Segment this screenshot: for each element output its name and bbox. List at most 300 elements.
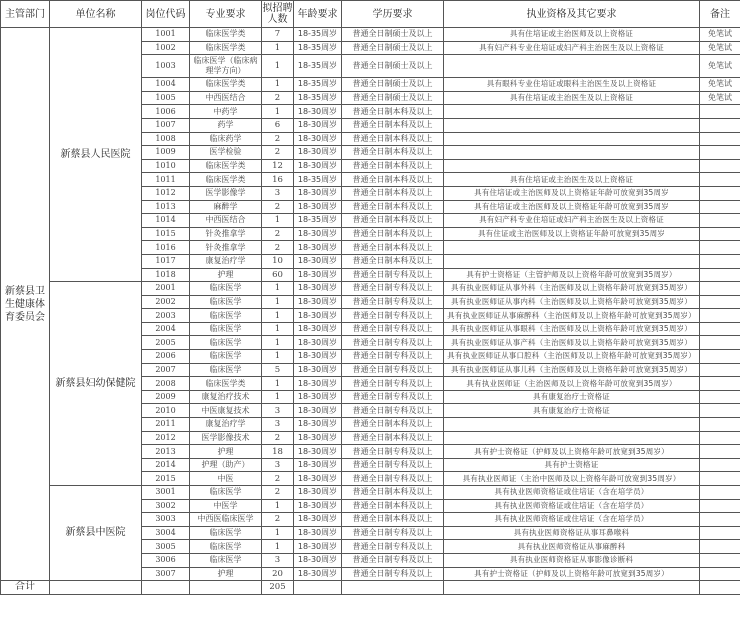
position-code: 2005 (142, 336, 190, 350)
hire-count: 3 (262, 458, 294, 472)
note-cell (700, 118, 740, 132)
position-code: 1018 (142, 268, 190, 282)
major-requirement: 临床医学 (190, 295, 262, 309)
hire-count: 5 (262, 363, 294, 377)
hire-count: 2 (262, 472, 294, 486)
age-requirement: 18-30周岁 (294, 445, 342, 459)
education-requirement: 普通全日制本科及以上 (342, 132, 444, 146)
header-count: 拟招聘人数 (262, 1, 294, 28)
position-code: 1007 (142, 118, 190, 132)
education-requirement: 普通全日制本科及以上 (342, 214, 444, 228)
position-code: 1001 (142, 28, 190, 42)
hire-count: 1 (262, 377, 294, 391)
note-cell (700, 146, 740, 160)
major-requirement: 临床医学（临床病理学方向） (190, 55, 262, 78)
age-requirement: 18-30周岁 (294, 227, 342, 241)
header-department: 主管部门 (1, 1, 50, 28)
qualification-requirement: 具有执业医师证从事内科（主治医师及以上资格年龄可放宽到35周岁） (444, 295, 700, 309)
position-code: 2015 (142, 472, 190, 486)
table-body (1, 28, 740, 595)
education-requirement: 普通全日制专科及以上 (342, 322, 444, 336)
note-cell (700, 132, 740, 146)
major-requirement: 临床药学 (190, 132, 262, 146)
qualification-requirement: 具有执业医师资格证或住培证（含在培学员） (444, 499, 700, 513)
education-requirement: 普通全日制本科及以上 (342, 241, 444, 255)
education-requirement: 普通全日制本科及以上 (342, 254, 444, 268)
table-row (1, 486, 740, 500)
position-code: 1009 (142, 146, 190, 160)
education-requirement: 普通全日制专科及以上 (342, 526, 444, 540)
major-requirement: 临床医学 (190, 526, 262, 540)
qualification-requirement: 具有执业医师资格证或住培证（含在培学员） (444, 486, 700, 500)
major-requirement: 针灸推拿学 (190, 227, 262, 241)
major-requirement: 中医学 (190, 499, 262, 513)
major-requirement: 中西医结合 (190, 91, 262, 105)
header-requirements: 执业资格及其它要求 (444, 1, 700, 28)
age-requirement: 18-30周岁 (294, 513, 342, 527)
qualification-requirement: 具有执业医师证从事麻醉科（主治医师及以上资格年龄可放宽到35周岁） (444, 309, 700, 323)
note-cell (700, 254, 740, 268)
hire-count: 1 (262, 540, 294, 554)
major-requirement: 临床医学 (190, 282, 262, 296)
qualification-requirement: 具有执业医师证（主治中医师及以上资格年龄可放宽到35周岁） (444, 472, 700, 486)
qualification-requirement (444, 254, 700, 268)
major-requirement: 康复治疗学 (190, 418, 262, 432)
header-unit: 单位名称 (50, 1, 142, 28)
hire-count: 1 (262, 499, 294, 513)
qualification-requirement: 具有执业医师资格证从事耳鼻喉科 (444, 526, 700, 540)
unit-name-cell: 新蔡县人民医院 (50, 28, 142, 282)
age-requirement: 18-35周岁 (294, 28, 342, 42)
header-education: 学历要求 (342, 1, 444, 28)
major-requirement: 药学 (190, 118, 262, 132)
qualification-requirement: 具有执业医师证从事儿科（主治医师及以上资格年龄可放宽到35周岁） (444, 363, 700, 377)
total-label: 合计 (1, 581, 50, 595)
position-code: 3004 (142, 526, 190, 540)
position-code: 2004 (142, 322, 190, 336)
hire-count: 1 (262, 214, 294, 228)
note-cell (700, 363, 740, 377)
education-requirement: 普通全日制本科及以上 (342, 200, 444, 214)
hire-count: 1 (262, 41, 294, 55)
education-requirement: 普通全日制专科及以上 (342, 336, 444, 350)
qualification-requirement: 具有执业医师证从事产科（主治医师及以上资格年龄可放宽到35周岁） (444, 336, 700, 350)
major-requirement: 中药学 (190, 105, 262, 119)
education-requirement: 普通全日制本科及以上 (342, 227, 444, 241)
age-requirement: 18-30周岁 (294, 486, 342, 500)
major-requirement: 临床医学类 (190, 78, 262, 92)
note-cell (700, 186, 740, 200)
education-requirement: 普通全日制专科及以上 (342, 472, 444, 486)
major-requirement: 临床医学 (190, 309, 262, 323)
position-code: 1017 (142, 254, 190, 268)
header-code: 岗位代码 (142, 1, 190, 28)
qualification-requirement: 具有护士资格证（护师及以上资格年龄可放宽到35周岁） (444, 445, 700, 459)
table-row (1, 282, 740, 296)
hire-count: 2 (262, 241, 294, 255)
note-cell (700, 390, 740, 404)
age-requirement: 18-30周岁 (294, 390, 342, 404)
position-code: 2007 (142, 363, 190, 377)
education-requirement: 普通全日制专科及以上 (342, 268, 444, 282)
major-requirement: 临床医学 (190, 336, 262, 350)
position-code: 3002 (142, 499, 190, 513)
note-cell (700, 445, 740, 459)
age-requirement: 18-30周岁 (294, 295, 342, 309)
hire-count: 18 (262, 445, 294, 459)
age-requirement: 18-30周岁 (294, 553, 342, 567)
qualification-requirement: 具有执业医师资格证或住培证（含在培学员） (444, 513, 700, 527)
age-requirement: 18-30周岁 (294, 118, 342, 132)
position-code: 1005 (142, 91, 190, 105)
position-code: 2003 (142, 309, 190, 323)
total-row (1, 581, 740, 595)
hire-count: 3 (262, 553, 294, 567)
education-requirement: 普通全日制专科及以上 (342, 350, 444, 364)
major-requirement: 针灸推拿学 (190, 241, 262, 255)
hire-count: 3 (262, 418, 294, 432)
position-code: 3005 (142, 540, 190, 554)
note-cell (700, 309, 740, 323)
note-cell (700, 105, 740, 119)
position-code: 2002 (142, 295, 190, 309)
age-requirement: 18-30周岁 (294, 567, 342, 581)
position-code: 1004 (142, 78, 190, 92)
education-requirement: 普通全日制本科及以上 (342, 499, 444, 513)
major-requirement: 医学影像技术 (190, 431, 262, 445)
major-requirement: 麻醉学 (190, 200, 262, 214)
age-requirement: 18-30周岁 (294, 363, 342, 377)
unit-name-cell: 新蔡县中医院 (50, 486, 142, 581)
major-requirement: 康复治疗技术 (190, 390, 262, 404)
position-code: 2013 (142, 445, 190, 459)
education-requirement: 普通全日制专科及以上 (342, 540, 444, 554)
qualification-requirement (444, 105, 700, 119)
note-cell (700, 418, 740, 432)
hire-count: 10 (262, 254, 294, 268)
qualification-requirement: 具有康复治疗士资格证 (444, 404, 700, 418)
empty-cell (50, 581, 142, 595)
major-requirement: 临床医学 (190, 322, 262, 336)
age-requirement: 18-30周岁 (294, 146, 342, 160)
note-cell (700, 553, 740, 567)
qualification-requirement (444, 55, 700, 78)
header-row (1, 1, 740, 28)
major-requirement: 临床医学类 (190, 173, 262, 187)
header-major: 专业要求 (190, 1, 262, 28)
age-requirement: 18-35周岁 (294, 214, 342, 228)
qualification-requirement: 具有眼科专业住培证或眼科主治医生及以上资格证 (444, 78, 700, 92)
hire-count: 1 (262, 336, 294, 350)
qualification-requirement: 具有住培证或主治医师及以上资格证年龄可放宽到35周岁 (444, 186, 700, 200)
age-requirement: 18-30周岁 (294, 458, 342, 472)
major-requirement: 中西医临床医学 (190, 513, 262, 527)
age-requirement: 18-30周岁 (294, 159, 342, 173)
note-cell: 免笔试 (700, 91, 740, 105)
position-code: 2012 (142, 431, 190, 445)
major-requirement: 临床医学 (190, 553, 262, 567)
empty-cell (294, 581, 342, 595)
education-requirement: 普通全日制本科及以上 (342, 418, 444, 432)
major-requirement: 临床医学 (190, 350, 262, 364)
major-requirement: 护理 (190, 445, 262, 459)
education-requirement: 普通全日制专科及以上 (342, 295, 444, 309)
major-requirement: 康复治疗学 (190, 254, 262, 268)
hire-count: 1 (262, 322, 294, 336)
position-code: 1008 (142, 132, 190, 146)
note-cell (700, 513, 740, 527)
qualification-requirement: 具有住培证或主治医生及以上资格证 (444, 91, 700, 105)
hire-count: 1 (262, 282, 294, 296)
position-code: 1002 (142, 41, 190, 55)
hire-count: 2 (262, 513, 294, 527)
age-requirement: 18-30周岁 (294, 186, 342, 200)
education-requirement: 普通全日制硕士及以上 (342, 91, 444, 105)
qualification-requirement: 具有执业医师证从事眼科（主治医师及以上资格年龄可放宽到35周岁） (444, 322, 700, 336)
hire-count: 2 (262, 431, 294, 445)
age-requirement: 18-35周岁 (294, 55, 342, 78)
position-code: 1010 (142, 159, 190, 173)
qualification-requirement: 具有执业医师证从事外科（主治医师及以上资格年龄可放宽到35周岁） (444, 282, 700, 296)
education-requirement: 普通全日制专科及以上 (342, 404, 444, 418)
education-requirement: 普通全日制本科及以上 (342, 186, 444, 200)
qualification-requirement: 具有执业医师资格证从事麻醉科 (444, 540, 700, 554)
position-code: 1006 (142, 105, 190, 119)
age-requirement: 18-30周岁 (294, 309, 342, 323)
note-cell (700, 350, 740, 364)
age-requirement: 18-35周岁 (294, 173, 342, 187)
position-code: 2001 (142, 282, 190, 296)
hire-count: 1 (262, 526, 294, 540)
hire-count: 12 (262, 159, 294, 173)
note-cell (700, 295, 740, 309)
education-requirement: 普通全日制本科及以上 (342, 105, 444, 119)
education-requirement: 普通全日制本科及以上 (342, 431, 444, 445)
note-cell: 免笔试 (700, 41, 740, 55)
education-requirement: 普通全日制专科及以上 (342, 458, 444, 472)
education-requirement: 普通全日制专科及以上 (342, 445, 444, 459)
major-requirement: 临床医学 (190, 540, 262, 554)
hire-count: 1 (262, 78, 294, 92)
hire-count: 3 (262, 186, 294, 200)
hire-count: 3 (262, 404, 294, 418)
qualification-requirement: 具有康复治疗士资格证 (444, 390, 700, 404)
age-requirement: 18-30周岁 (294, 322, 342, 336)
empty-cell (190, 581, 262, 595)
major-requirement: 临床医学 (190, 363, 262, 377)
qualification-requirement (444, 431, 700, 445)
major-requirement: 中西医结合 (190, 214, 262, 228)
age-requirement: 18-30周岁 (294, 499, 342, 513)
note-cell (700, 282, 740, 296)
age-requirement: 18-30周岁 (294, 377, 342, 391)
education-requirement: 普通全日制本科及以上 (342, 146, 444, 160)
note-cell (700, 567, 740, 581)
hire-count: 1 (262, 309, 294, 323)
hire-count: 2 (262, 200, 294, 214)
position-code: 1014 (142, 214, 190, 228)
age-requirement: 18-35周岁 (294, 91, 342, 105)
empty-cell (342, 581, 444, 595)
hire-count: 2 (262, 146, 294, 160)
position-code: 3007 (142, 567, 190, 581)
education-requirement: 普通全日制硕士及以上 (342, 41, 444, 55)
education-requirement: 普通全日制本科及以上 (342, 486, 444, 500)
major-requirement: 临床医学类 (190, 159, 262, 173)
position-code: 2006 (142, 350, 190, 364)
qualification-requirement: 具有妇产科专业住培证或妇产科主治医生及以上资格证 (444, 214, 700, 228)
note-cell: 免笔试 (700, 28, 740, 42)
note-cell (700, 200, 740, 214)
note-cell (700, 336, 740, 350)
department-cell: 新蔡县卫生健康体育委员会 (1, 28, 50, 581)
age-requirement: 18-30周岁 (294, 241, 342, 255)
position-code: 1016 (142, 241, 190, 255)
hire-count: 1 (262, 55, 294, 78)
age-requirement: 18-35周岁 (294, 41, 342, 55)
education-requirement: 普通全日制硕士及以上 (342, 28, 444, 42)
age-requirement: 18-30周岁 (294, 254, 342, 268)
qualification-requirement: 具有住培证或主治医生及以上资格证 (444, 173, 700, 187)
qualification-requirement: 具有住培证或主治医师及以上资格证 (444, 28, 700, 42)
education-requirement: 普通全日制本科及以上 (342, 173, 444, 187)
age-requirement: 18-30周岁 (294, 418, 342, 432)
unit-name-cell: 新蔡县妇幼保健院 (50, 282, 142, 486)
hire-count: 6 (262, 118, 294, 132)
qualification-requirement (444, 118, 700, 132)
major-requirement: 护理（助产） (190, 458, 262, 472)
age-requirement: 18-35周岁 (294, 78, 342, 92)
age-requirement: 18-30周岁 (294, 350, 342, 364)
education-requirement: 普通全日制专科及以上 (342, 390, 444, 404)
qualification-requirement (444, 418, 700, 432)
age-requirement: 18-30周岁 (294, 268, 342, 282)
age-requirement: 18-30周岁 (294, 132, 342, 146)
education-requirement: 普通全日制专科及以上 (342, 553, 444, 567)
header-note: 备注 (700, 1, 740, 28)
education-requirement: 普通全日制硕士及以上 (342, 55, 444, 78)
major-requirement: 医学检验 (190, 146, 262, 160)
qualification-requirement (444, 241, 700, 255)
empty-cell (700, 581, 740, 595)
major-requirement: 临床医学类 (190, 41, 262, 55)
major-requirement: 临床医学 (190, 486, 262, 500)
note-cell (700, 173, 740, 187)
major-requirement: 临床医学类 (190, 377, 262, 391)
empty-cell (444, 581, 700, 595)
position-code: 1013 (142, 200, 190, 214)
note-cell (700, 322, 740, 336)
qualification-requirement: 具有住培证或主治医师及以上资格证年龄可放宽到35周岁 (444, 200, 700, 214)
qualification-requirement (444, 132, 700, 146)
position-code: 1012 (142, 186, 190, 200)
position-code: 3006 (142, 553, 190, 567)
age-requirement: 18-30周岁 (294, 526, 342, 540)
hire-count: 2 (262, 91, 294, 105)
hire-count: 7 (262, 28, 294, 42)
age-requirement: 18-30周岁 (294, 200, 342, 214)
note-cell (700, 486, 740, 500)
major-requirement: 医学影像学 (190, 186, 262, 200)
education-requirement: 普通全日制本科及以上 (342, 159, 444, 173)
note-cell (700, 268, 740, 282)
position-code: 2010 (142, 404, 190, 418)
note-cell (700, 214, 740, 228)
note-cell (700, 526, 740, 540)
education-requirement: 普通全日制专科及以上 (342, 309, 444, 323)
qualification-requirement (444, 146, 700, 160)
hire-count: 1 (262, 295, 294, 309)
education-requirement: 普通全日制专科及以上 (342, 567, 444, 581)
empty-cell (142, 581, 190, 595)
qualification-requirement: 具有执业医师证（主治医师及以上资格年龄可放宽到35周岁） (444, 377, 700, 391)
note-cell (700, 241, 740, 255)
qualification-requirement: 具有住证或主治医师及以上资格证年龄可放宽到35周岁 (444, 227, 700, 241)
education-requirement: 普通全日制硕士及以上 (342, 78, 444, 92)
position-code: 2014 (142, 458, 190, 472)
position-code: 2011 (142, 418, 190, 432)
major-requirement: 临床医学类 (190, 28, 262, 42)
hire-count: 16 (262, 173, 294, 187)
note-cell (700, 431, 740, 445)
note-cell: 免笔试 (700, 78, 740, 92)
note-cell (700, 159, 740, 173)
qualification-requirement (444, 159, 700, 173)
age-requirement: 18-30周岁 (294, 404, 342, 418)
age-requirement: 18-30周岁 (294, 540, 342, 554)
qualification-requirement: 具有护士资格证（主管护师及以上资格年龄可放宽到35周岁） (444, 268, 700, 282)
education-requirement: 普通全日制本科及以上 (342, 118, 444, 132)
hire-count: 2 (262, 132, 294, 146)
age-requirement: 18-30周岁 (294, 336, 342, 350)
position-code: 1015 (142, 227, 190, 241)
note-cell (700, 472, 740, 486)
position-code: 1003 (142, 55, 190, 78)
header-age: 年龄要求 (294, 1, 342, 28)
qualification-requirement: 具有执业医师资格证从事影像诊断科 (444, 553, 700, 567)
position-code: 3001 (142, 486, 190, 500)
education-requirement: 普通全日制专科及以上 (342, 363, 444, 377)
hire-count: 60 (262, 268, 294, 282)
qualification-requirement: 具有护士资格证 (444, 458, 700, 472)
age-requirement: 18-30周岁 (294, 431, 342, 445)
education-requirement: 普通全日制专科及以上 (342, 282, 444, 296)
hire-count: 1 (262, 350, 294, 364)
major-requirement: 护理 (190, 268, 262, 282)
major-requirement: 中医康复技术 (190, 404, 262, 418)
note-cell (700, 540, 740, 554)
qualification-requirement: 具有护士资格证（护师及以上资格年龄可放宽到35周岁） (444, 567, 700, 581)
hire-count: 1 (262, 390, 294, 404)
note-cell (700, 377, 740, 391)
note-cell (700, 227, 740, 241)
note-cell (700, 404, 740, 418)
age-requirement: 18-30周岁 (294, 472, 342, 486)
qualification-requirement: 具有妇产科专业住培证或妇产科主治医生及以上资格证 (444, 41, 700, 55)
hire-count: 20 (262, 567, 294, 581)
major-requirement: 护理 (190, 567, 262, 581)
note-cell: 免笔试 (700, 55, 740, 78)
age-requirement: 18-30周岁 (294, 105, 342, 119)
hire-count: 1 (262, 105, 294, 119)
age-requirement: 18-30周岁 (294, 282, 342, 296)
education-requirement: 普通全日制本科及以上 (342, 513, 444, 527)
table-row (1, 28, 740, 42)
position-code: 2008 (142, 377, 190, 391)
qualification-requirement: 具有执业医师证从事口腔科（主治医师及以上资格年龄可放宽到35周岁） (444, 350, 700, 364)
hire-count: 2 (262, 486, 294, 500)
position-code: 1011 (142, 173, 190, 187)
